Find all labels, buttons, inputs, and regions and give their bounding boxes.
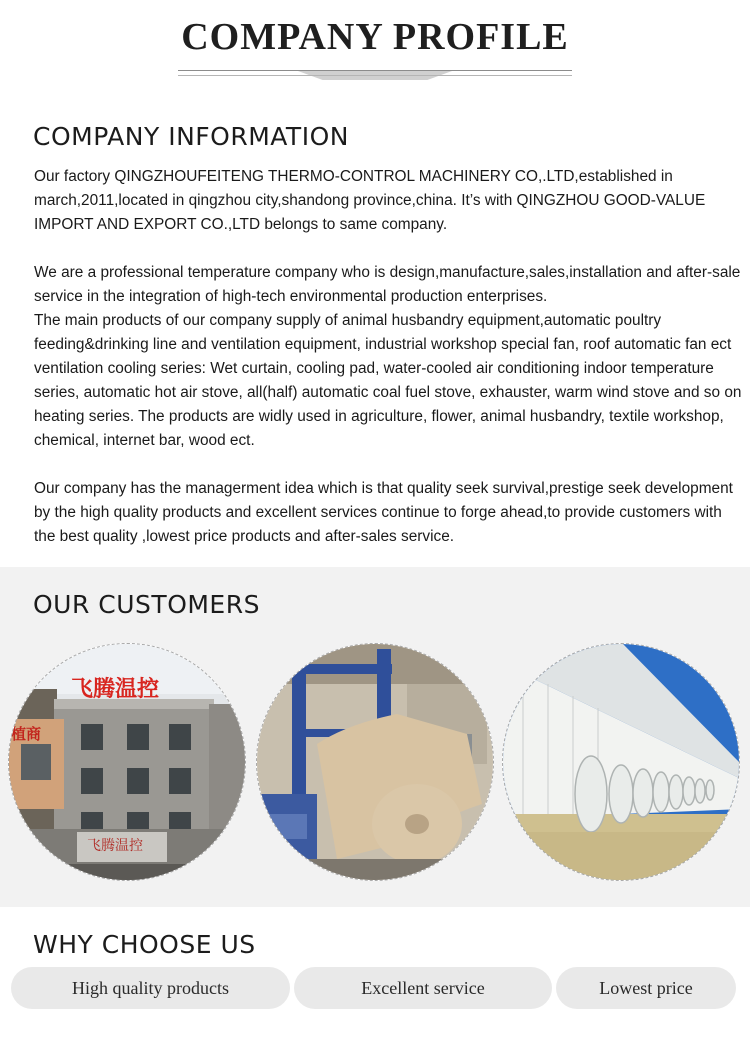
customer-photo-exhaust-fans [502, 643, 740, 881]
customer-photo-cooling-pad [256, 643, 494, 881]
customer-photo-factory [8, 643, 246, 881]
company-information-heading: COMPANY INFORMATION [33, 122, 349, 151]
company-intro-paragraph: Our factory QINGZHOUFEITENG THERMO-CONTROL MACHINERY CO,.LTD,established in march,2011,located in qingzhou city,shandong province,china. It’s with QINGZHOU GOOD-VALUE IMPORT AND EXPORT CO.,LTD belongs to same company. [34, 168, 706, 233]
reason-lowest-price: Lowest price [556, 967, 736, 1009]
company-idea-paragraph: Our company has the managerment idea which is that quality seek survival,prestige seek development by the high quality products and excellent services continue to forge ahead,to provide customers with the best quality ,lowest price products and after-sales service. [34, 480, 733, 545]
page-title: COMPANY PROFILE [181, 16, 569, 58]
title-divider-top [178, 70, 572, 71]
company-products-paragraph: The main products of our company supply of animal husbandry equipment,automatic poultry feeding&drinking line and ventilation equipment, industrial workshop special fan, roof automatic fan ect ventilation cooling series: Wet curtain, cooling pad, water-cooled air conditioning indoor temperature series, automatic hot air stove, all(half) automatic coal fuel stove, exhauster, warm wind stove and so on heating series. The products are widly used in agriculture, flower, animal husbandry, textile workshop, chemical, internet bar, wood ect. [34, 312, 742, 449]
reason-high-quality-products: High quality products [11, 967, 290, 1009]
company-service-paragraph: We are a professional temperature company who is design,manufacture,sales,installation and after-sale service in the integration of high-tech environmental production enterprises. [34, 264, 741, 305]
factory-side-sign-text: 植商 [11, 725, 42, 743]
factory-sign-text: 飞腾温控 [71, 677, 160, 702]
title-divider-bottom [178, 75, 572, 76]
why-choose-us-heading: WHY CHOOSE US [33, 930, 256, 959]
reason-excellent-service: Excellent service [294, 967, 552, 1009]
our-customers-heading: OUR CUSTOMERS [33, 590, 260, 619]
factory-plaque-text: 飞腾温控 [87, 838, 143, 854]
